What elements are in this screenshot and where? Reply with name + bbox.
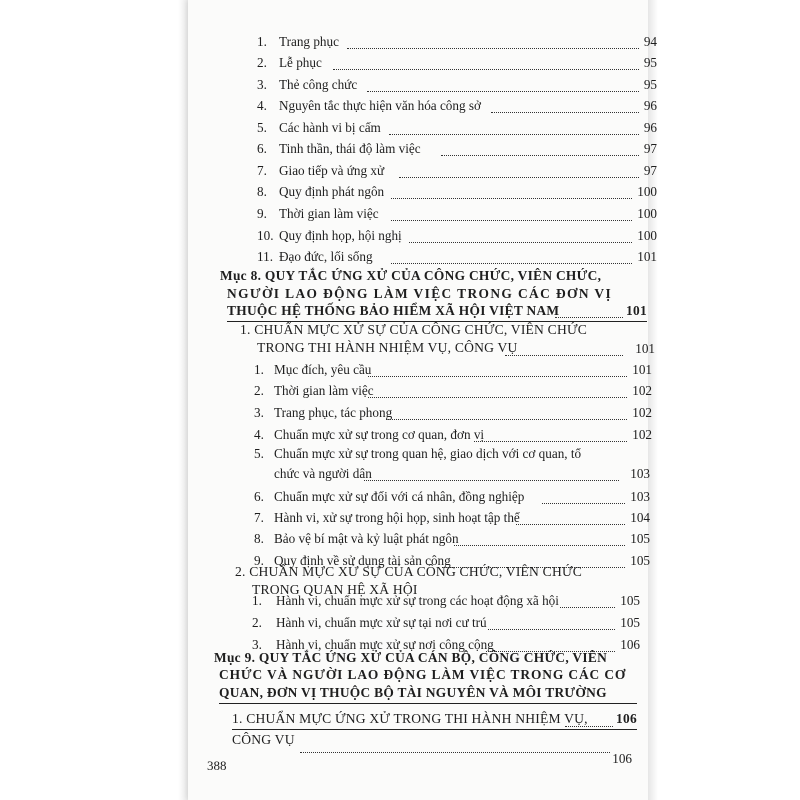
toc-entry-page: 96 [643,98,657,113]
heading-underline [232,729,637,730]
toc-entry-page: 100 [637,206,657,221]
toc-leader-dots [474,430,627,442]
toc-entry-page: 97 [643,163,657,178]
subsection-heading: TRONG THI HÀNH NHIỆM VỤ, CÔNG VỤ [257,340,518,355]
toc-leader-dots [386,408,627,420]
toc-entry-page: 97 [643,141,657,156]
toc-entry-number: 5. [257,120,267,135]
toc-entry-page: 104 [630,510,650,525]
page-edge-left [178,0,188,800]
toc-entry-page: 101 [637,249,657,264]
toc-entry-title: Đạo đức, lối sống [279,249,373,264]
toc-entry-title: Giao tiếp và ứng xử [279,163,385,178]
toc-entry-page: 102 [632,405,652,420]
toc-entry-page: 100 [637,184,657,199]
toc-leader-dots [560,596,615,608]
toc-leader-dots [491,101,639,113]
page-number: 388 [207,758,227,773]
toc-entry-title: Nguyên tắc thực hiện văn hóa công sở [279,98,481,113]
toc-leader-dots [542,492,625,504]
toc-entry-number: 9. [254,553,264,568]
toc-entry-page: 101 [632,362,652,377]
toc-leader-dots [300,741,610,753]
toc-leader-dots [333,58,639,70]
toc-entry-page: 96 [643,120,657,135]
toc-entry-title: Thời gian làm việc [274,383,374,398]
toc-leader-dots [399,166,639,178]
toc-entry-number: 1. [254,362,264,377]
toc-leader-dots [347,37,639,49]
toc-entry-number: 8. [257,184,267,199]
toc-leader-dots [391,252,632,264]
toc-entry-number: 3. [257,77,267,92]
section-heading: QUAN, ĐƠN VỊ THUỘC BỘ TÀI NGUYÊN VÀ MÔI TRƯỜNG [219,685,607,700]
toc-entry-number: 6. [257,141,267,156]
toc-entry-title: Hành vi, chuẩn mực xử sự tại nơi cư trú [276,615,487,630]
toc-entry-number: 4. [257,98,267,113]
toc-leader-dots [367,80,639,92]
toc-leader-dots [368,386,627,398]
section-heading: Mục 9. QUY TẮC ỨNG XỬ CỦA CÁN BỘ, CÔNG CHỨC, VIÊN [214,650,608,665]
toc-entry-number: 4. [254,427,264,442]
toc-entry-title: Quy định về sử dụng tài sản công [274,553,451,568]
toc-entry-title: Thẻ công chức [279,77,358,92]
toc-entry-number: 2. [252,615,262,630]
toc-entry-number: 6. [254,489,264,504]
toc-entry-number: 3. [252,637,262,652]
toc-leader-dots [409,231,632,243]
subsection-heading: 1. CHUẨN MỰC ỨNG XỬ TRONG THI HÀNH NHIỆM VỤ, [232,711,588,726]
section-heading: Mục 8. QUY TẮC ỨNG XỬ CỦA CÔNG CHỨC, VIÊN CHỨC, [220,268,602,283]
subsection-heading: TRONG QUAN HỆ XÃ HỘI [252,582,418,597]
toc-entry-title: chức và người dân [274,466,372,481]
toc-entry-title: Chuẩn mực xử sự trong quan hệ, giao dịch với cơ quan, tổ [274,446,582,461]
toc-leader-dots [565,715,613,727]
toc-leader-dots [505,344,623,356]
toc-entry-number: 3. [254,405,264,420]
toc-entry-title: Trang phục [279,34,339,49]
toc-entry-page: 100 [637,228,657,243]
toc-entry-title: Tinh thần, thái độ làm việc [279,141,421,156]
toc-entry-page: 103 [630,489,650,504]
toc-entry-number: 7. [254,510,264,525]
toc-entry-page: 101 [635,341,655,356]
toc-leader-dots [454,534,625,546]
toc-entry-page: 105 [620,593,640,608]
toc-entry-title: Trang phục, tác phong [274,405,393,420]
toc-entry-page: 105 [630,531,650,546]
toc-entry-page: 105 [620,615,640,630]
toc-entry-number: 1. [257,34,267,49]
section-heading: NGƯỜI LAO ĐỘNG LÀM VIỆC TRONG CÁC ĐƠN VỊ [227,286,613,301]
toc-entry-title: Chuẩn mực xử sự đối với cá nhân, đồng nghiệp [274,489,525,504]
toc-entry-number: 10. [257,228,274,243]
toc-entry-page: 94 [643,34,657,49]
toc-leader-dots [516,513,625,525]
toc-entry-number: 7. [257,163,267,178]
toc-entry-page: 95 [643,77,657,92]
toc-entry-number: 5. [254,446,264,461]
toc-leader-dots [441,144,639,156]
subsection-heading: 2. CHUẨN MỰC XỬ SỰ CỦA CÔNG CHỨC, VIÊN CHỨC [235,564,582,579]
toc-entry-title: Lễ phục [279,55,322,70]
toc-entry-number: 11. [257,249,273,264]
toc-entry-page: 105 [630,553,650,568]
toc-entry-title: Mục đích, yêu cầu [274,362,372,377]
toc-entry-number: 9. [257,206,267,221]
toc-entry-page: 106 [620,637,640,652]
toc-entry-page: 106 [616,711,637,726]
toc-leader-dots [364,469,619,481]
toc-entry-title: Các hành vi bị cấm [279,120,381,135]
toc-entry-title: Quy định phát ngôn [279,184,385,199]
toc-entry-number: 1. [252,593,262,608]
toc-leader-dots [368,365,627,377]
toc-entry-number: 8. [254,531,264,546]
heading-underline [219,703,637,704]
toc-leader-dots [391,187,632,199]
toc-leader-dots [555,306,623,318]
subsection-heading: CÔNG VỤ [232,732,295,747]
toc-entry-title: Hành vi, chuẩn mực xử sự trong các hoạt động xã hội [276,593,559,608]
section-heading: THUỘC HỆ THỐNG BẢO HIỂM XÃ HỘI VIỆT NAM [227,303,560,318]
toc-entry-title: Thời gian làm việc [279,206,379,221]
toc-entry-page: 102 [632,427,652,442]
toc-leader-dots [391,209,632,221]
toc-entry-title: Bảo vệ bí mật và kỷ luật phát ngôn [274,531,459,546]
toc-entry-title: Quy định họp, hội nghị [279,228,402,243]
section-heading: CHỨC VÀ NGƯỜI LAO ĐỘNG LÀM VIỆC TRONG CÁC CƠ [219,667,627,682]
toc-entry-page: 95 [643,55,657,70]
toc-entry-page: 106 [612,751,632,766]
toc-leader-dots [389,123,639,135]
toc-entry-number: 2. [257,55,267,70]
toc-leader-dots [488,618,615,630]
toc-entry-title: Chuẩn mực xử sự trong cơ quan, đơn vị [274,427,485,442]
toc-entry-title: Hành vi, xử sự trong hội họp, sinh hoạt tập thể [274,510,520,525]
toc-entry-title: Hành vi, chuẩn mực xử sự nơi công cộng [276,637,494,652]
toc-entry-page: 101 [626,303,647,318]
toc-entry-page: 102 [632,383,652,398]
toc-entry-page: 103 [630,466,650,481]
subsection-heading: 1. CHUẨN MỰC XỬ SỰ CỦA CÔNG CHỨC, VIÊN CHỨC [240,322,587,337]
toc-entry-number: 2. [254,383,264,398]
